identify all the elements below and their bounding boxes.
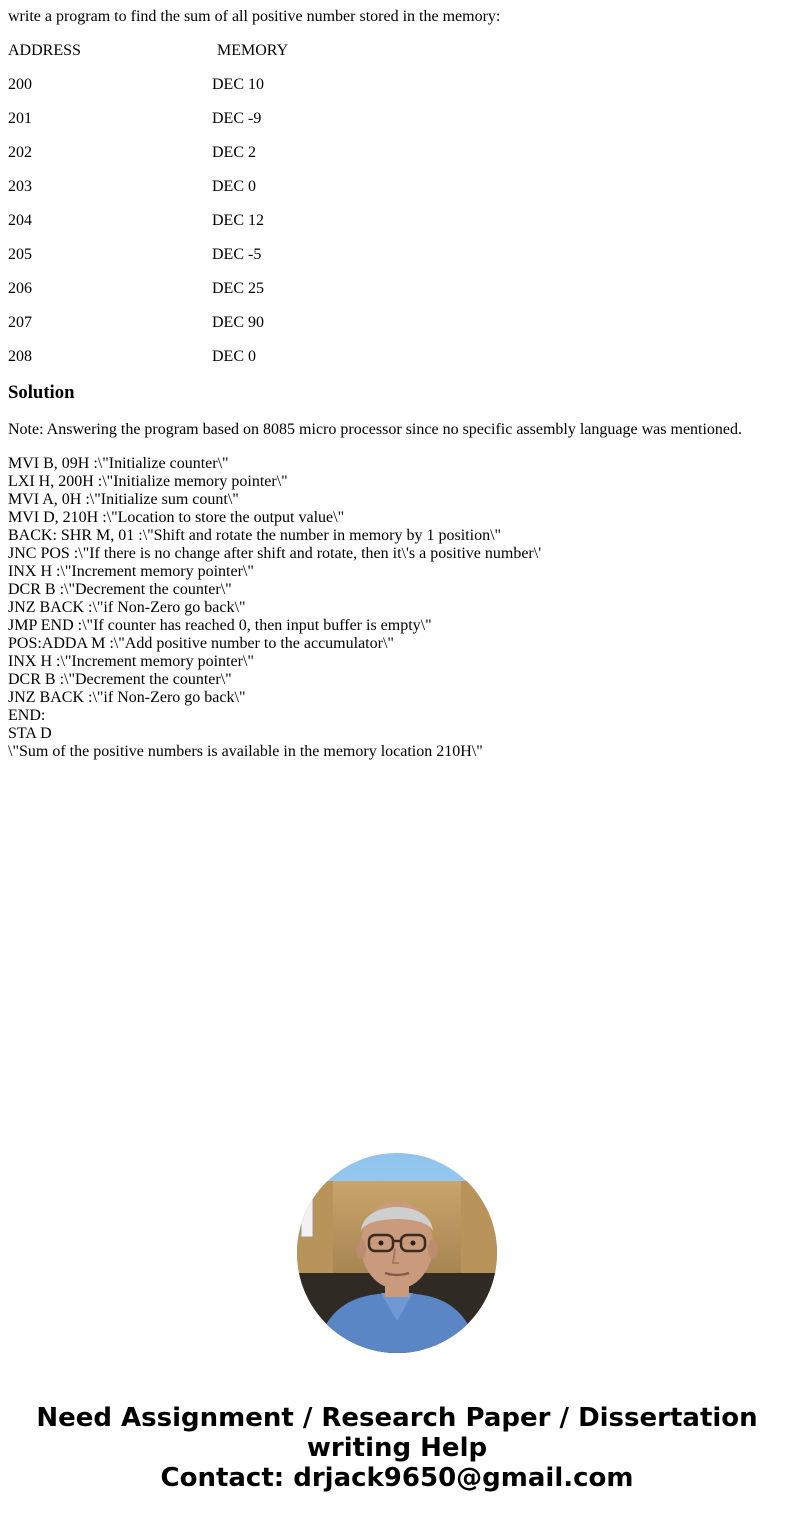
- address-cell: 201: [8, 110, 32, 127]
- address-cell: 200: [8, 76, 32, 93]
- address-cell: 204: [8, 212, 32, 229]
- code-line: JMP END :\"If counter has reached 0, then input buffer is empty\": [8, 617, 432, 634]
- document-content: [8, 8, 786, 761]
- table-row: [8, 76, 786, 94]
- code-line: DCR B :\"Decrement the counter\": [8, 671, 232, 688]
- author-photo: [297, 1153, 497, 1353]
- code-line: DCR B :\"Decrement the counter\": [8, 581, 232, 598]
- table-row: [8, 110, 786, 128]
- address-cell: 207: [8, 314, 32, 331]
- table-row: [8, 348, 786, 366]
- address-cell: 205: [8, 246, 32, 263]
- address-cell: 208: [8, 348, 32, 365]
- promo-banner: [0, 1403, 794, 1493]
- assembly-code-block: [8, 455, 786, 761]
- memory-cell: DEC 0: [212, 348, 256, 365]
- code-line: JNZ BACK :\"if Non-Zero go back\": [8, 599, 246, 616]
- code-line: MVI A, 0H :\"Initialize sum count\": [8, 491, 239, 508]
- code-line: END:: [8, 707, 46, 724]
- code-line: LXI H, 200H :\"Initialize memory pointer\": [8, 473, 288, 490]
- code-line: MVI B, 09H :\"Initialize counter\": [8, 455, 229, 472]
- code-line: BACK: SHR M, 01 :\"Shift and rotate the number in memory by 1 position\": [8, 527, 502, 544]
- table-row: [8, 144, 786, 162]
- portrait-illustration: [297, 1153, 497, 1353]
- code-line: INX H :\"Increment memory pointer\": [8, 653, 254, 670]
- question-text: write a program to find the sum of all positive number stored in the memory:: [8, 8, 501, 25]
- memory-cell: DEC 12: [212, 212, 264, 229]
- address-cell: 203: [8, 178, 32, 195]
- table-header-row: [8, 42, 786, 60]
- code-line: JNZ BACK :\"if Non-Zero go back\": [8, 689, 246, 706]
- memory-cell: DEC -9: [212, 110, 262, 127]
- table-row: [8, 246, 786, 264]
- memory-column-header: MEMORY: [217, 42, 289, 59]
- memory-cell: DEC 25: [212, 280, 264, 297]
- address-column-header: ADDRESS: [8, 42, 81, 59]
- address-cell: 206: [8, 280, 32, 297]
- code-line: MVI D, 210H :\"Location to store the output value\": [8, 509, 345, 526]
- code-line: \"Sum of the positive numbers is available in the memory location 210H\": [8, 743, 483, 760]
- table-row: [8, 212, 786, 230]
- memory-cell: DEC -5: [212, 246, 262, 263]
- table-row: [8, 280, 786, 298]
- solution-note: Note: Answering the program based on 8085 micro processor since no specific assembly language was mentioned.: [8, 421, 743, 438]
- code-line: STA D: [8, 725, 52, 742]
- memory-cell: DEC 2: [212, 144, 256, 161]
- banner-line: writing Help: [306, 1433, 488, 1463]
- memory-cell: DEC 90: [212, 314, 264, 331]
- memory-cell: DEC 0: [212, 178, 256, 195]
- code-line: JNC POS :\"If there is no change after shift and rotate, then it\'s a positive number\': [8, 545, 542, 562]
- banner-line: Need Assignment / Research Paper / Dissertation: [36, 1403, 758, 1433]
- code-line: INX H :\"Increment memory pointer\": [8, 563, 254, 580]
- table-row: [8, 178, 786, 196]
- banner-contact: Contact: drjack9650@gmail.com: [160, 1463, 634, 1493]
- table-row: [8, 314, 786, 332]
- address-cell: 202: [8, 144, 32, 161]
- code-line: POS:ADDA M :\"Add positive number to the accumulator\": [8, 635, 394, 652]
- solution-heading: Solution: [8, 382, 75, 403]
- memory-cell: DEC 10: [212, 76, 264, 93]
